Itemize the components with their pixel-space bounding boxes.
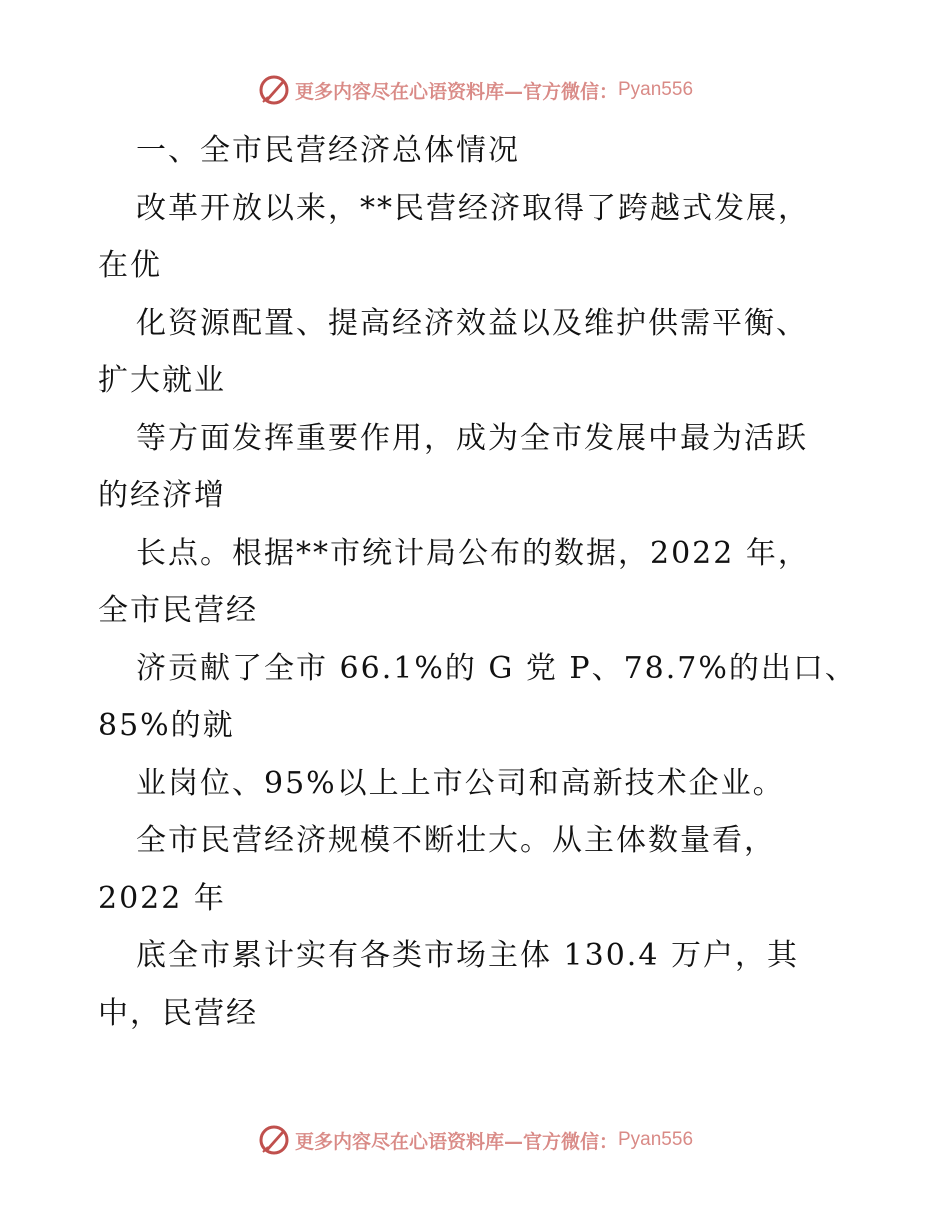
text-line: 全市民营经 xyxy=(98,593,258,628)
text-line: 全市民营经济规模不断壮大。从主体数量看， xyxy=(136,823,776,858)
heading-line: 一、全市民营经济总体情况 xyxy=(136,133,520,168)
text-line: 的经济增 xyxy=(98,478,226,513)
text-line: 化资源配置、提高经济效益以及维护供需平衡、 xyxy=(136,305,808,341)
watermark-contact: Pyan556 xyxy=(618,79,694,100)
text-line: 85%的就 xyxy=(98,708,235,743)
text-line: 扩大就业 xyxy=(98,363,226,398)
text-line: 长点。根据**市统计局公布的数据，2022 年， xyxy=(136,535,810,571)
text-line: 业岗位、95%以上上市公司和高新技术企业。 xyxy=(136,765,785,801)
text-line: 在优 xyxy=(98,248,162,283)
text-line: 中，民营经 xyxy=(98,995,258,1031)
watermark-contact: Pyan556 xyxy=(618,1129,694,1150)
text-line: 等方面发挥重要作用，成为全市发展中最为活跃 xyxy=(136,420,808,456)
quill-pen-circle-icon xyxy=(257,1123,291,1157)
text-line: 改革开放以来，**民营经济取得了跨越式发展， xyxy=(136,190,810,226)
watermark-text: 更多内容尽在心语资料库—官方微信： xyxy=(294,80,618,103)
quill-pen-circle-icon xyxy=(257,73,291,107)
footer-watermark xyxy=(0,1120,950,1160)
text-line: 2022 年 xyxy=(98,880,226,916)
header-watermark xyxy=(0,70,950,110)
text-line: 底全市累计实有各类市场主体 130.4 万户，其 xyxy=(136,938,799,973)
text-line: 济贡献了全市 66.1%的 G 党 P、78.7%的出口、 xyxy=(136,650,857,686)
watermark-text: 更多内容尽在心语资料库—官方微信： xyxy=(294,1130,618,1153)
document-body xyxy=(98,122,888,1042)
